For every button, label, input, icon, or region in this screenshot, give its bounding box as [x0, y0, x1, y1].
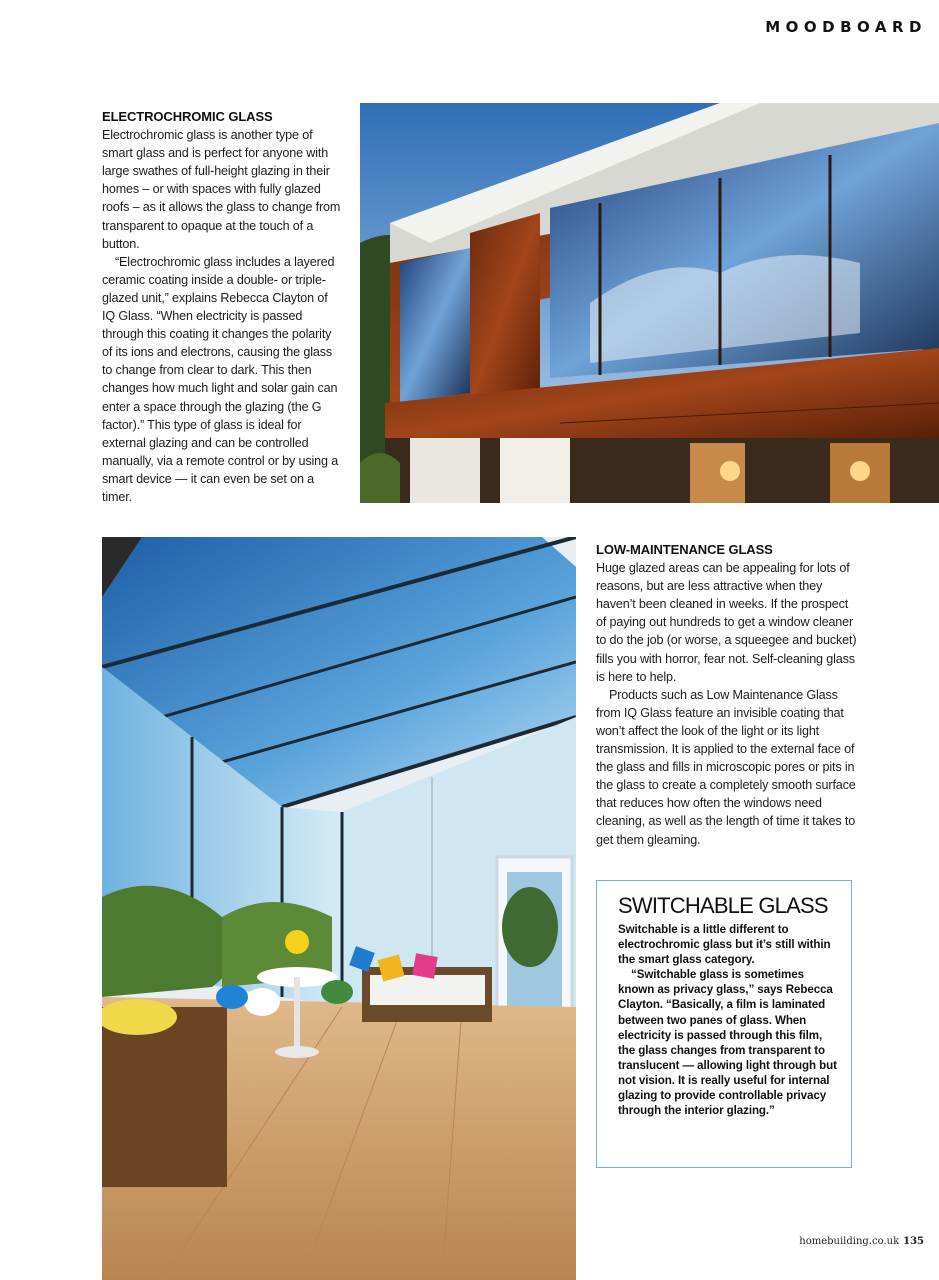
conservatory-photo [102, 537, 576, 1280]
page-footer [799, 1236, 924, 1247]
house-exterior-illustration [360, 103, 939, 503]
electrochromic-paragraph: Electrochromic glass is another type of smart glass and is perfect for anyone with large swathes of full-height glazing in their homes – or with spaces with fully glazed roofs – as it allows the glass to change from transparent to opaque at the touch of a button. [102, 128, 341, 251]
switchable-paragraph: Switchable is a little different to electrochromic glass but it’s still within the smart glass category. [618, 923, 831, 967]
conservatory-illustration [102, 537, 576, 1280]
switchable-glass-body [618, 922, 840, 1118]
section-label: MOODBOARD [765, 18, 927, 36]
low-maintenance-heading: LOW-MAINTENANCE GLASS [596, 542, 773, 557]
low-maintenance-paragraph: Products such as Low Maintenance Glass from IQ Glass feature an invisible coating that won’t affect the look of the light or its light transmission. It is applied to the external face of the glass and fills in microscopic pores or pits in the glass to create a completely smooth surface that reduces how often the windows need cleaning, as well as the length of time it takes to get them gleaming. [596, 687, 856, 847]
electrochromic-article [102, 108, 342, 506]
page-number: 135 [903, 1236, 924, 1247]
electrochromic-paragraph: “Electrochromic glass includes a layered ceramic coating inside a double- or triple-glazed unit,” explains Rebecca Clayton of IQ Glass. “When electricity is passed through this coating it changes the polarity of its ions and electrons, causing the glass to change from clear to dark. This then changes how much light and solar gain can enter a space through the glazing (the G factor).” This type of glass is ideal for external glazing and can be controlled manually, via a remote control or by using a smart device — it can even be set on a timer. [102, 254, 339, 504]
footer-site: homebuilding.co.uk [799, 1236, 900, 1247]
low-maintenance-article [596, 541, 858, 849]
house-exterior-photo [360, 103, 939, 503]
low-maintenance-paragraph: Huge glazed areas can be appealing for lots of reasons, but are less attractive when they haven’t been cleaned in weeks. If the prospect of paying out hundreds to get a window cleaner to do the job (or worse, a squeegee and bucket) fills you with horror, fear not. Self-cleaning glass is here to help. [596, 561, 857, 684]
switchable-paragraph: “Switchable glass is sometimes known as privacy glass,” says Rebecca Clayton. “Basically, a film is laminated between two panes of glass. When electricity is passed through this film, the glass changes from transparent to translucent — allowing light through but not vision. It is really useful for internal glazing to provide controllable privacy through the interior glazing.” [618, 968, 837, 1118]
electrochromic-heading: ELECTROCHROMIC GLASS [102, 109, 273, 124]
switchable-glass-title: SWITCHABLE GLASS [618, 893, 828, 918]
switchable-glass-boxout [596, 880, 852, 1168]
